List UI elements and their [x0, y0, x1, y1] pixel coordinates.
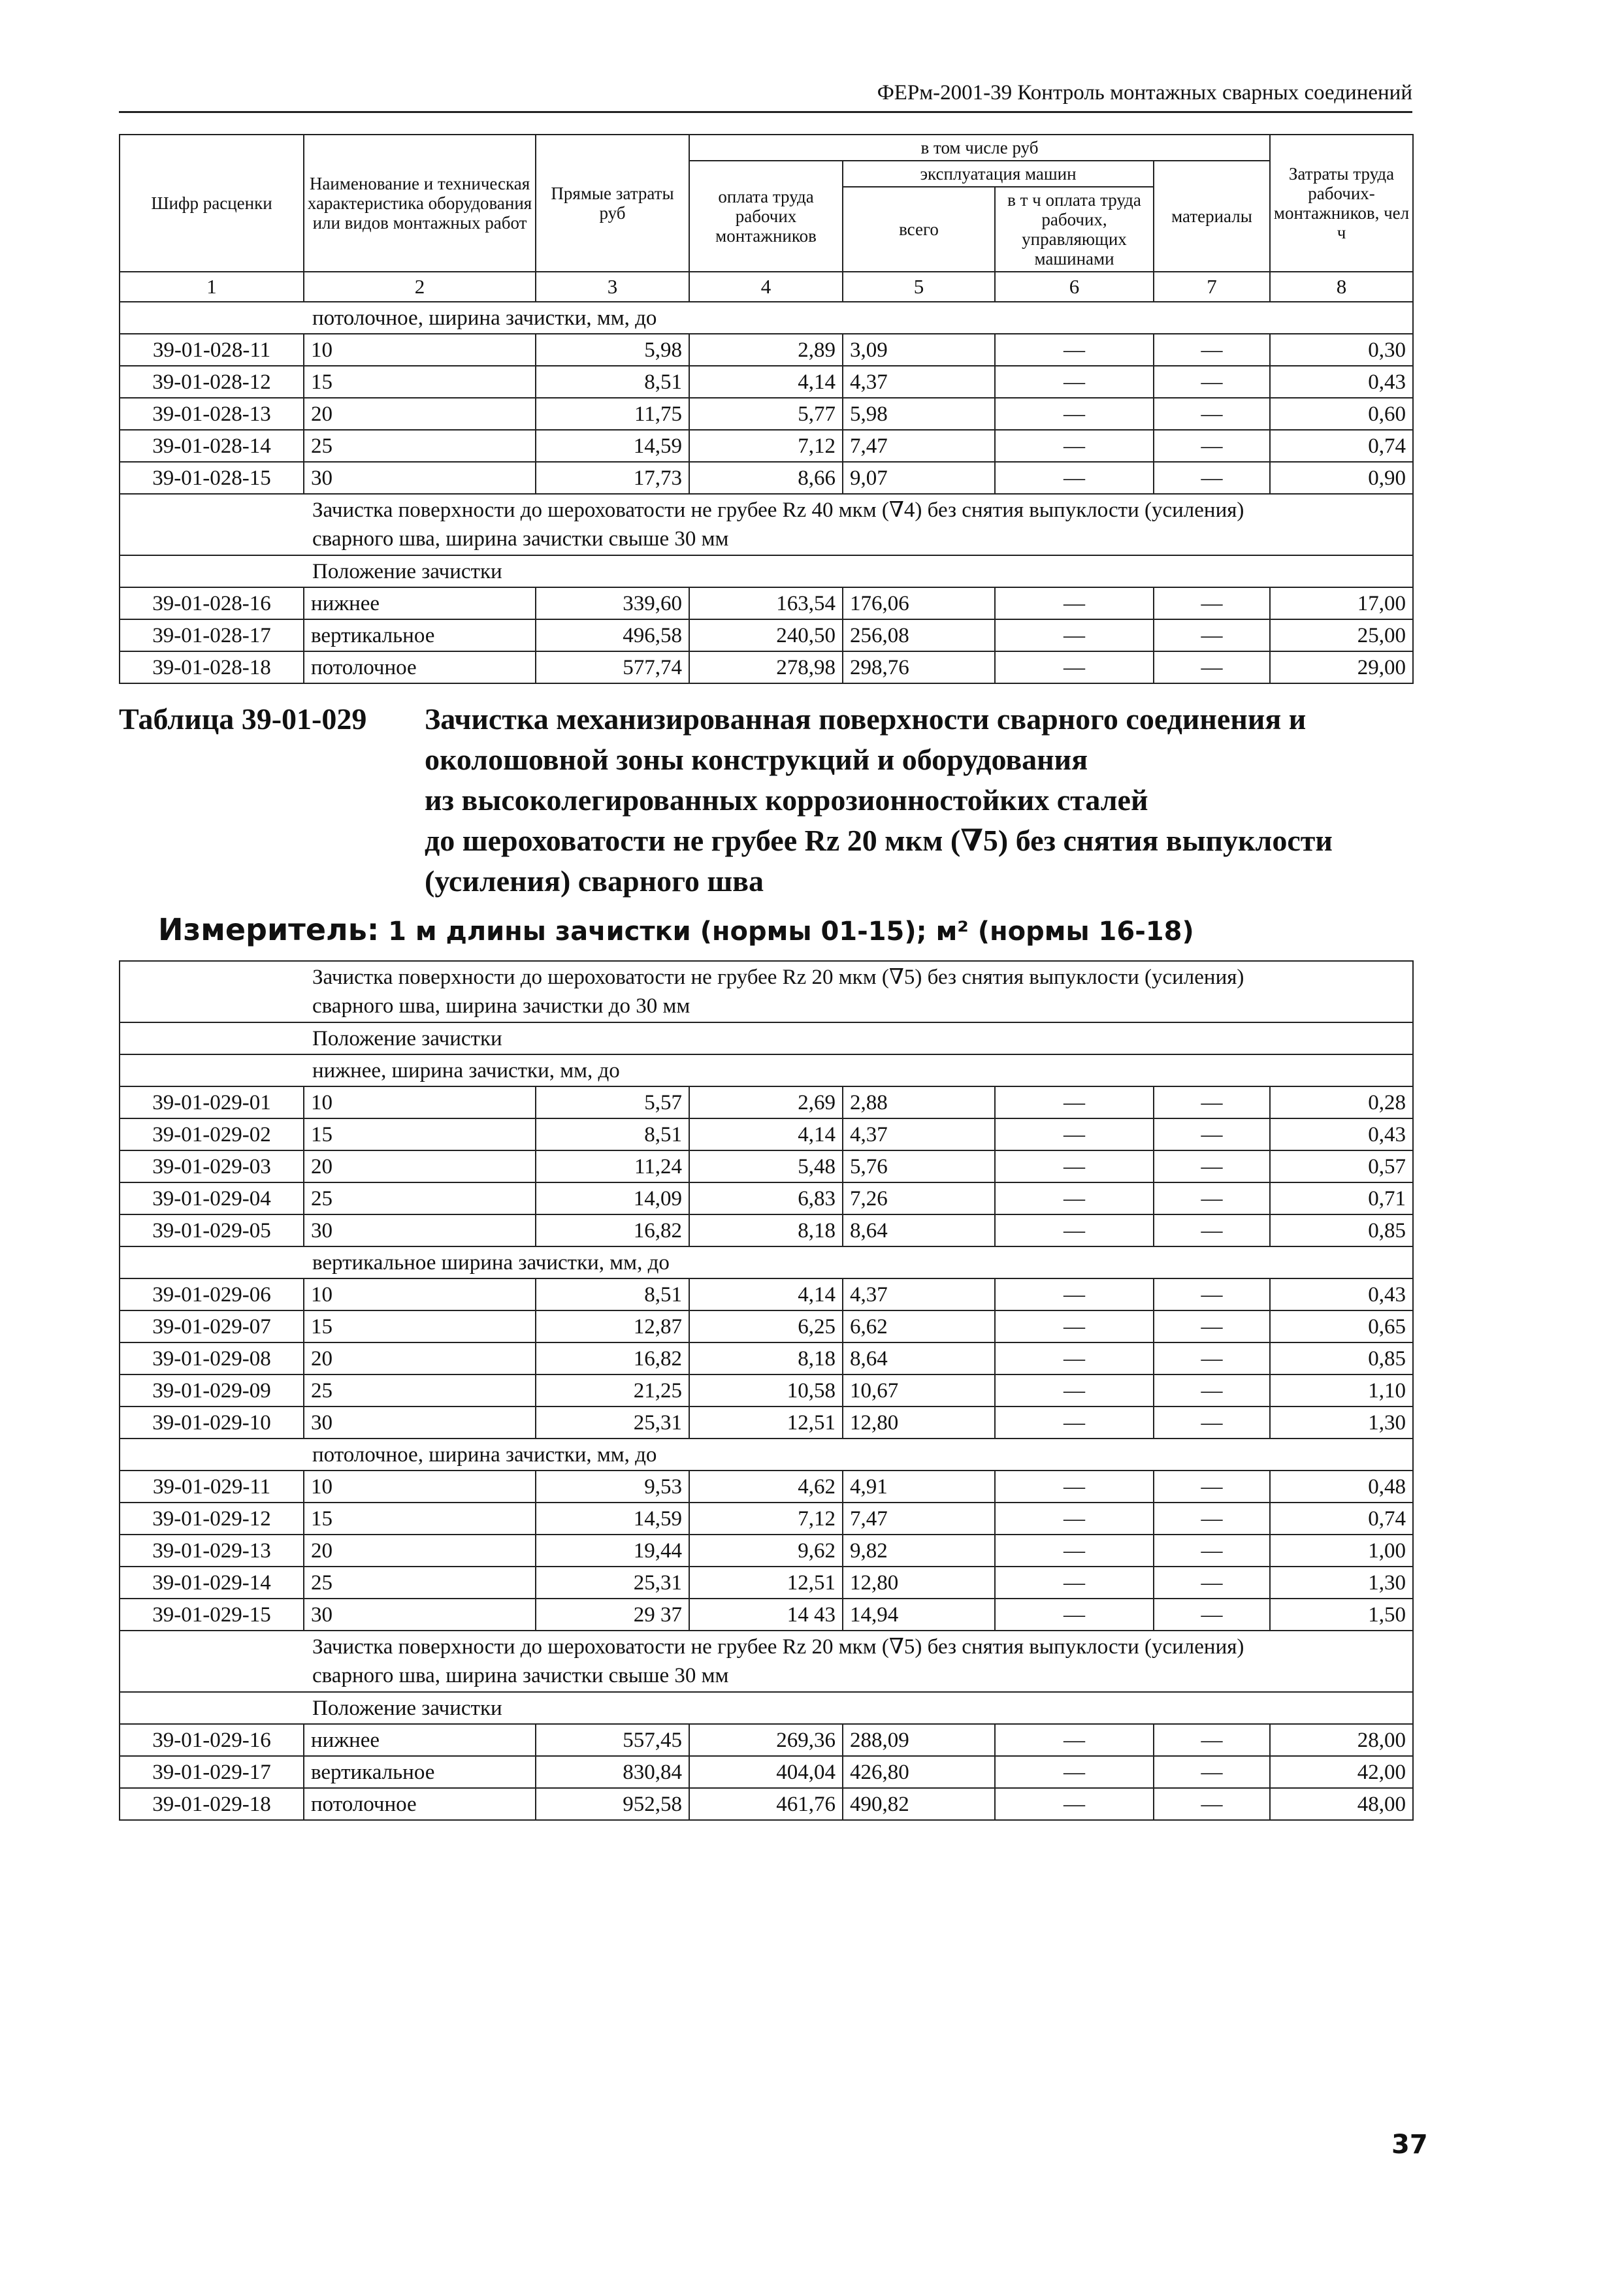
section-row: [120, 1246, 1413, 1278]
table-title: [425, 699, 1405, 902]
work-name-cell: нижнее: [304, 1724, 536, 1756]
materials-cell: —: [1154, 1086, 1270, 1118]
table-row: [120, 1150, 1413, 1182]
machine-labor-cell: —: [995, 430, 1154, 462]
materials-cell: —: [1154, 1278, 1270, 1310]
work-name-cell: 30: [304, 1214, 536, 1246]
labor-pay-cell: 7,12: [689, 430, 843, 462]
machines-total-cell: 490,82: [843, 1788, 995, 1820]
work-name-cell: 10: [304, 1278, 536, 1310]
note-row: [120, 494, 1413, 555]
machine-labor-cell: —: [995, 1788, 1154, 1820]
column-number: 5: [843, 272, 995, 302]
labor-hours-cell: 1,10: [1270, 1374, 1413, 1407]
col-name-header: Наименование и техническая характеристика оборудования или видов монтажных работ: [304, 135, 536, 272]
note-row: [120, 961, 1413, 1022]
column-number: 4: [689, 272, 843, 302]
note-line: Зачистка поверхности до шероховатости не грубее Rz 20 мкм (∇5) без снятия выпуклости (усиления): [312, 966, 1244, 989]
direct-cost-cell: 12,87: [536, 1310, 689, 1342]
work-name-cell: потолочное: [304, 1788, 536, 1820]
column-number: 3: [536, 272, 689, 302]
machine-labor-cell: —: [995, 366, 1154, 398]
machine-labor-cell: —: [995, 1756, 1154, 1788]
note-line: сварного шва, ширина зачистки свыше 30 мм: [312, 1664, 729, 1687]
labor-hours-cell: 0,85: [1270, 1214, 1413, 1246]
column-numbers-row: [120, 272, 1413, 302]
direct-cost-cell: 25,31: [536, 1567, 689, 1599]
direct-cost-cell: 830,84: [536, 1756, 689, 1788]
machines-total-cell: 10,67: [843, 1374, 995, 1407]
materials-cell: —: [1154, 334, 1270, 366]
materials-cell: —: [1154, 430, 1270, 462]
work-name-cell: 20: [304, 1342, 536, 1374]
machines-total-cell: 4,37: [843, 1278, 995, 1310]
rate-code-cell: 39-01-029-11: [120, 1471, 304, 1503]
rate-code-cell: 39-01-028-14: [120, 430, 304, 462]
labor-hours-cell: 0,43: [1270, 1278, 1413, 1310]
direct-cost-cell: 11,24: [536, 1150, 689, 1182]
machine-labor-cell: —: [995, 1278, 1154, 1310]
machine-labor-cell: —: [995, 1724, 1154, 1756]
labor-pay-cell: 4,14: [689, 1118, 843, 1150]
materials-cell: —: [1154, 1118, 1270, 1150]
machine-labor-cell: —: [995, 334, 1154, 366]
materials-cell: —: [1154, 1374, 1270, 1407]
direct-cost-cell: 11,75: [536, 398, 689, 430]
labor-pay-cell: 2,69: [689, 1086, 843, 1118]
table-row: [120, 1471, 1413, 1503]
note-text: [120, 494, 1413, 555]
table-row: [120, 1599, 1413, 1631]
col-incl-header: в том числе руб: [689, 135, 1270, 161]
note-line: Зачистка поверхности до шероховатости не грубее Rz 40 мкм (∇4) без снятия выпуклости (усиления): [312, 498, 1244, 522]
direct-cost-cell: 5,98: [536, 334, 689, 366]
labor-hours-cell: 0,90: [1270, 462, 1413, 494]
rate-code-cell: 39-01-029-04: [120, 1182, 304, 1214]
machines-total-cell: 298,76: [843, 651, 995, 683]
labor-hours-cell: 0,74: [1270, 1503, 1413, 1535]
direct-cost-cell: 8,51: [536, 1278, 689, 1310]
meter-text: 1 м длины зачистки (нормы 01-15); м² (нормы 16-18): [388, 917, 1194, 947]
table-row: [120, 1118, 1413, 1150]
direct-cost-cell: 16,82: [536, 1342, 689, 1374]
materials-cell: —: [1154, 587, 1270, 619]
table-row: [120, 1214, 1413, 1246]
rates-table-029: [119, 960, 1414, 1821]
machine-labor-cell: —: [995, 462, 1154, 494]
page-number: 37: [1391, 2130, 1428, 2160]
table-title-line: Зачистка механизированная поверхности сварного соединения и: [425, 702, 1307, 736]
col-code-header: Шифр расценки: [120, 135, 304, 272]
machines-total-cell: 426,80: [843, 1756, 995, 1788]
labor-hours-cell: 17,00: [1270, 587, 1413, 619]
machine-labor-cell: —: [995, 587, 1154, 619]
table-title-line: из высоколегированных коррозионностойких сталей: [425, 783, 1148, 817]
rate-code-cell: 39-01-029-10: [120, 1407, 304, 1439]
machines-total-cell: 9,82: [843, 1535, 995, 1567]
machines-total-cell: 2,88: [843, 1086, 995, 1118]
direct-cost-cell: 25,31: [536, 1407, 689, 1439]
labor-pay-cell: 4,14: [689, 366, 843, 398]
labor-hours-cell: 0,57: [1270, 1150, 1413, 1182]
work-name-cell: 15: [304, 366, 536, 398]
table-row: [120, 1788, 1413, 1820]
section-label: Положение зачистки: [120, 1692, 1413, 1724]
machines-total-cell: 4,91: [843, 1471, 995, 1503]
labor-hours-cell: 0,28: [1270, 1086, 1413, 1118]
machines-total-cell: 5,98: [843, 398, 995, 430]
machines-total-cell: 6,62: [843, 1310, 995, 1342]
rate-code-cell: 39-01-029-16: [120, 1724, 304, 1756]
direct-cost-cell: 557,45: [536, 1724, 689, 1756]
materials-cell: —: [1154, 462, 1270, 494]
machine-labor-cell: —: [995, 1214, 1154, 1246]
table-row: [120, 334, 1413, 366]
table-row: [120, 1182, 1413, 1214]
labor-pay-cell: 10,58: [689, 1374, 843, 1407]
machines-total-cell: 12,80: [843, 1567, 995, 1599]
work-name-cell: 15: [304, 1310, 536, 1342]
machine-labor-cell: —: [995, 1118, 1154, 1150]
work-name-cell: 10: [304, 1086, 536, 1118]
labor-pay-cell: 12,51: [689, 1567, 843, 1599]
table-title-line: до шероховатости не грубее Rz 20 мкм (∇5) без снятия выпуклости: [425, 824, 1333, 857]
work-name-cell: 25: [304, 1374, 536, 1407]
direct-cost-cell: 19,44: [536, 1535, 689, 1567]
table-row: [120, 1086, 1413, 1118]
machine-labor-cell: —: [995, 1342, 1154, 1374]
table-row: [120, 1278, 1413, 1310]
work-name-cell: вертикальное: [304, 1756, 536, 1788]
work-name-cell: 30: [304, 1407, 536, 1439]
col-mach-labor-header: в т ч оплата труда рабочих, управляющих машинами: [995, 187, 1154, 272]
work-name-cell: 15: [304, 1503, 536, 1535]
labor-pay-cell: 8,18: [689, 1214, 843, 1246]
rates-table-028: [119, 134, 1414, 684]
work-name-cell: 20: [304, 1535, 536, 1567]
table-number: Таблица 39-01-029: [119, 702, 367, 736]
materials-cell: —: [1154, 1535, 1270, 1567]
machines-total-cell: 256,08: [843, 619, 995, 651]
section-label: потолочное, ширина зачистки, мм, до: [120, 1439, 1413, 1471]
materials-cell: —: [1154, 1788, 1270, 1820]
labor-hours-cell: 48,00: [1270, 1788, 1413, 1820]
table-row: [120, 366, 1413, 398]
table-row: [120, 398, 1413, 430]
section-row: [120, 1692, 1413, 1724]
labor-pay-cell: 278,98: [689, 651, 843, 683]
col-labor-header: оплата труда рабочих монтажников: [689, 161, 843, 272]
labor-hours-cell: 28,00: [1270, 1724, 1413, 1756]
note-text: [120, 1631, 1413, 1692]
table-row: [120, 1374, 1413, 1407]
labor-hours-cell: 1,30: [1270, 1567, 1413, 1599]
rate-code-cell: 39-01-028-17: [120, 619, 304, 651]
work-name-cell: 10: [304, 1471, 536, 1503]
work-name-cell: 20: [304, 1150, 536, 1182]
work-name-cell: вертикальное: [304, 619, 536, 651]
table-row: [120, 1756, 1413, 1788]
table-row: [120, 1724, 1413, 1756]
labor-pay-cell: 12,51: [689, 1407, 843, 1439]
section-label: Положение зачистки: [120, 1022, 1413, 1054]
table-header: [120, 135, 1413, 302]
table-row: [120, 1567, 1413, 1599]
section-row: [120, 302, 1413, 334]
machine-labor-cell: —: [995, 1471, 1154, 1503]
direct-cost-cell: 952,58: [536, 1788, 689, 1820]
labor-pay-cell: 5,48: [689, 1150, 843, 1182]
section-label: вертикальное ширина зачистки, мм, до: [120, 1246, 1413, 1278]
labor-hours-cell: 42,00: [1270, 1756, 1413, 1788]
rate-code-cell: 39-01-029-05: [120, 1214, 304, 1246]
work-name-cell: 30: [304, 1599, 536, 1631]
machine-labor-cell: —: [995, 1599, 1154, 1631]
table-row: [120, 1503, 1413, 1535]
rate-code-cell: 39-01-029-15: [120, 1599, 304, 1631]
machines-total-cell: 14,94: [843, 1599, 995, 1631]
section-row: [120, 555, 1413, 587]
page-header: ФЕРм-2001-39 Контроль монтажных сварных соединений: [119, 77, 1412, 113]
direct-cost-cell: 5,57: [536, 1086, 689, 1118]
machines-total-cell: 8,64: [843, 1214, 995, 1246]
direct-cost-cell: 8,51: [536, 366, 689, 398]
machines-total-cell: 4,37: [843, 366, 995, 398]
rate-code-cell: 39-01-028-15: [120, 462, 304, 494]
rate-code-cell: 39-01-029-17: [120, 1756, 304, 1788]
column-number: 1: [120, 272, 304, 302]
direct-cost-cell: 9,53: [536, 1471, 689, 1503]
machine-labor-cell: —: [995, 1310, 1154, 1342]
machine-labor-cell: —: [995, 1182, 1154, 1214]
machine-labor-cell: —: [995, 1086, 1154, 1118]
section-row: [120, 1439, 1413, 1471]
direct-cost-cell: 8,51: [536, 1118, 689, 1150]
meter-line: [158, 911, 1194, 950]
materials-cell: —: [1154, 1182, 1270, 1214]
column-number: 2: [304, 272, 536, 302]
labor-hours-cell: 0,85: [1270, 1342, 1413, 1374]
materials-cell: —: [1154, 1407, 1270, 1439]
labor-pay-cell: 8,18: [689, 1342, 843, 1374]
machine-labor-cell: —: [995, 651, 1154, 683]
materials-cell: —: [1154, 1503, 1270, 1535]
note-line: сварного шва, ширина зачистки до 30 мм: [312, 994, 690, 1018]
materials-cell: —: [1154, 366, 1270, 398]
machines-total-cell: 176,06: [843, 587, 995, 619]
section-row: [120, 1054, 1413, 1086]
table-row: [120, 651, 1413, 683]
table-row: [120, 1535, 1413, 1567]
machine-labor-cell: —: [995, 619, 1154, 651]
table-body: [120, 961, 1413, 1820]
direct-cost-cell: 21,25: [536, 1374, 689, 1407]
labor-pay-cell: 7,12: [689, 1503, 843, 1535]
direct-cost-cell: 14,09: [536, 1182, 689, 1214]
table-row: [120, 462, 1413, 494]
section-label: Положение зачистки: [120, 555, 1413, 587]
materials-cell: —: [1154, 1567, 1270, 1599]
materials-cell: —: [1154, 651, 1270, 683]
work-name-cell: 10: [304, 334, 536, 366]
labor-pay-cell: 9,62: [689, 1535, 843, 1567]
col-direct-header: Прямые затраты руб: [536, 135, 689, 272]
rate-code-cell: 39-01-029-12: [120, 1503, 304, 1535]
rate-code-cell: 39-01-028-12: [120, 366, 304, 398]
rate-code-cell: 39-01-029-03: [120, 1150, 304, 1182]
col-machines-header: эксплуатация машин: [843, 161, 1154, 187]
column-number: 6: [995, 272, 1154, 302]
work-name-cell: нижнее: [304, 587, 536, 619]
table-body: [120, 302, 1413, 683]
table-row: [120, 430, 1413, 462]
machines-total-cell: 7,26: [843, 1182, 995, 1214]
materials-cell: —: [1154, 1756, 1270, 1788]
labor-hours-cell: 29,00: [1270, 651, 1413, 683]
labor-hours-cell: 0,48: [1270, 1471, 1413, 1503]
rate-code-cell: 39-01-029-02: [120, 1118, 304, 1150]
rate-code-cell: 39-01-029-09: [120, 1374, 304, 1407]
materials-cell: —: [1154, 1214, 1270, 1246]
rate-code-cell: 39-01-028-18: [120, 651, 304, 683]
machine-labor-cell: —: [995, 1567, 1154, 1599]
materials-cell: —: [1154, 1471, 1270, 1503]
machines-total-cell: 288,09: [843, 1724, 995, 1756]
labor-pay-cell: 404,04: [689, 1756, 843, 1788]
machines-total-cell: 8,64: [843, 1342, 995, 1374]
table-row: [120, 619, 1413, 651]
rate-code-cell: 39-01-029-06: [120, 1278, 304, 1310]
table-row: [120, 1310, 1413, 1342]
direct-cost-cell: 29 37: [536, 1599, 689, 1631]
table-row: [120, 587, 1413, 619]
table-row: [120, 1407, 1413, 1439]
rate-code-cell: 39-01-029-01: [120, 1086, 304, 1118]
labor-pay-cell: 5,77: [689, 398, 843, 430]
machines-total-cell: 9,07: [843, 462, 995, 494]
rate-code-cell: 39-01-029-13: [120, 1535, 304, 1567]
col-materials-header: материалы: [1154, 161, 1270, 272]
machine-labor-cell: —: [995, 1150, 1154, 1182]
labor-pay-cell: 6,25: [689, 1310, 843, 1342]
labor-hours-cell: 0,71: [1270, 1182, 1413, 1214]
machines-total-cell: 7,47: [843, 430, 995, 462]
machines-total-cell: 12,80: [843, 1407, 995, 1439]
machines-total-cell: 3,09: [843, 334, 995, 366]
labor-hours-cell: 25,00: [1270, 619, 1413, 651]
labor-hours-cell: 1,50: [1270, 1599, 1413, 1631]
table-title-line: (усиления) сварного шва: [425, 864, 764, 898]
machines-total-cell: 5,76: [843, 1150, 995, 1182]
rate-code-cell: 39-01-028-16: [120, 587, 304, 619]
materials-cell: —: [1154, 1599, 1270, 1631]
direct-cost-cell: 496,58: [536, 619, 689, 651]
work-name-cell: 25: [304, 430, 536, 462]
rate-code-cell: 39-01-029-14: [120, 1567, 304, 1599]
section-row: [120, 1022, 1413, 1054]
rate-code-cell: 39-01-029-07: [120, 1310, 304, 1342]
direct-cost-cell: 16,82: [536, 1214, 689, 1246]
machine-labor-cell: —: [995, 1503, 1154, 1535]
work-name-cell: 25: [304, 1567, 536, 1599]
labor-pay-cell: 4,14: [689, 1278, 843, 1310]
labor-hours-cell: 0,74: [1270, 430, 1413, 462]
labor-pay-cell: 461,76: [689, 1788, 843, 1820]
labor-pay-cell: 4,62: [689, 1471, 843, 1503]
labor-pay-cell: 269,36: [689, 1724, 843, 1756]
labor-pay-cell: 14 43: [689, 1599, 843, 1631]
materials-cell: —: [1154, 1310, 1270, 1342]
work-name-cell: 15: [304, 1118, 536, 1150]
machine-labor-cell: —: [995, 1407, 1154, 1439]
labor-pay-cell: 6,83: [689, 1182, 843, 1214]
col-labor-cost-header: Затраты труда рабочих-монтажников, чел ч: [1270, 135, 1413, 272]
labor-hours-cell: 1,00: [1270, 1535, 1413, 1567]
rate-code-cell: 39-01-029-18: [120, 1788, 304, 1820]
direct-cost-cell: 14,59: [536, 1503, 689, 1535]
note-text: [120, 961, 1413, 1022]
section-label: потолочное, ширина зачистки, мм, до: [120, 302, 1413, 334]
machine-labor-cell: —: [995, 1374, 1154, 1407]
section-label: нижнее, ширина зачистки, мм, до: [120, 1054, 1413, 1086]
column-number: 7: [1154, 272, 1270, 302]
labor-hours-cell: 0,65: [1270, 1310, 1413, 1342]
note-line: Зачистка поверхности до шероховатости не грубее Rz 20 мкм (∇5) без снятия выпуклости (усиления): [312, 1635, 1244, 1659]
meter-label: Измеритель:: [158, 912, 380, 947]
labor-hours-cell: 0,30: [1270, 334, 1413, 366]
machines-total-cell: 7,47: [843, 1503, 995, 1535]
materials-cell: —: [1154, 1150, 1270, 1182]
direct-cost-cell: 14,59: [536, 430, 689, 462]
labor-hours-cell: 0,43: [1270, 1118, 1413, 1150]
rate-code-cell: 39-01-029-08: [120, 1342, 304, 1374]
labor-pay-cell: 163,54: [689, 587, 843, 619]
rate-code-cell: 39-01-028-11: [120, 334, 304, 366]
materials-cell: —: [1154, 619, 1270, 651]
direct-cost-cell: 577,74: [536, 651, 689, 683]
labor-hours-cell: 1,30: [1270, 1407, 1413, 1439]
note-row: [120, 1631, 1413, 1692]
work-name-cell: 20: [304, 398, 536, 430]
column-number: 8: [1270, 272, 1413, 302]
materials-cell: —: [1154, 398, 1270, 430]
rate-code-cell: 39-01-028-13: [120, 398, 304, 430]
labor-pay-cell: 8,66: [689, 462, 843, 494]
labor-hours-cell: 0,60: [1270, 398, 1413, 430]
machine-labor-cell: —: [995, 1535, 1154, 1567]
machine-labor-cell: —: [995, 398, 1154, 430]
direct-cost-cell: 339,60: [536, 587, 689, 619]
note-line: сварного шва, ширина зачистки свыше 30 мм: [312, 527, 729, 551]
col-mach-total-header: всего: [843, 187, 995, 272]
work-name-cell: 25: [304, 1182, 536, 1214]
machines-total-cell: 4,37: [843, 1118, 995, 1150]
labor-hours-cell: 0,43: [1270, 366, 1413, 398]
work-name-cell: 30: [304, 462, 536, 494]
table-title-line: околошовной зоны конструкций и оборудования: [425, 743, 1088, 776]
direct-cost-cell: 17,73: [536, 462, 689, 494]
table-row: [120, 1342, 1413, 1374]
labor-pay-cell: 2,89: [689, 334, 843, 366]
work-name-cell: потолочное: [304, 651, 536, 683]
labor-pay-cell: 240,50: [689, 619, 843, 651]
materials-cell: —: [1154, 1724, 1270, 1756]
materials-cell: —: [1154, 1342, 1270, 1374]
